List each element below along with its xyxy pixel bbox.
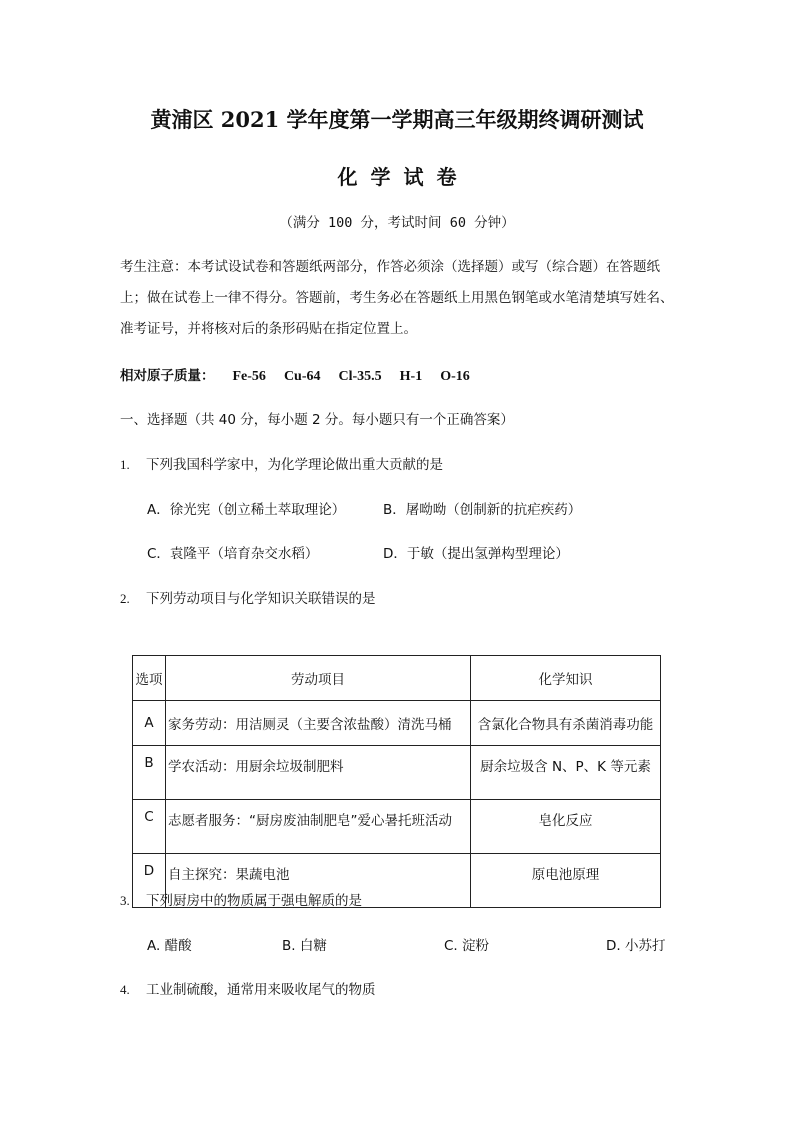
question-2 (120, 587, 376, 607)
table-cell-option: D (133, 854, 166, 908)
question-3-stem: 下列厨房中的物质属于强电解质的是 (146, 893, 362, 909)
question-1-number: 1. (120, 457, 130, 472)
table-cell-knowledge: 厨余垃圾含 N、P、K 等元素 (471, 746, 661, 800)
table-cell-knowledge: 含氯化合物具有杀菌消毒功能 (471, 701, 661, 746)
question-2-number: 2. (120, 591, 130, 606)
notice-line-1: 考生注意：本考试设试卷和答题纸两部分，作答必须涂（选择题）或写（综合题）在答题纸 (120, 259, 660, 275)
question-3 (120, 889, 362, 909)
table-row (133, 800, 661, 854)
table-cell-knowledge: 原电池原理 (471, 854, 661, 908)
notice-line-3: 准考证号，并将核对后的条形码贴在指定位置上。 (120, 321, 417, 337)
q1-option-c: C．袁隆平（培育杂交水稻） (147, 546, 319, 562)
question-4-number: 4. (120, 982, 130, 997)
q3-option-c: C. 淀粉 (444, 938, 490, 954)
table-cell-option: B (133, 746, 166, 800)
table-header-option: 选项 (133, 656, 166, 701)
question-4-stem: 工业制硫酸，通常用来吸收尾气的物质 (146, 982, 376, 998)
question-1-stem: 下列我国科学家中，为化学理论做出重大贡献的是 (146, 457, 443, 473)
question-4 (120, 978, 376, 998)
table-cell-activity: 学农活动：用厨余垃圾制肥料 (166, 746, 471, 800)
atomic-mass-cu: Cu-64 (283, 369, 321, 384)
q2-table (132, 655, 661, 908)
atomic-mass-o: O-16 (440, 369, 470, 384)
atomic-mass-fe: Fe-56 (232, 369, 266, 384)
exam-meta: （满分 100 分，考试时间 60 分钟） (279, 215, 515, 231)
table-cell-option: A (133, 701, 166, 746)
table-cell-knowledge: 皂化反应 (471, 800, 661, 854)
q3-option-b: B. 白糖 (282, 938, 327, 954)
table-header-row (133, 656, 661, 701)
question-2-stem: 下列劳动项目与化学知识关联错误的是 (146, 591, 376, 607)
table-cell-option: C (133, 800, 166, 854)
table-header-knowledge: 化学知识 (471, 656, 661, 701)
notice-line-2: 上；做在试卷上一律不得分。答题前，考生务必在答题纸上用黑色钢笔或水笔清楚填写姓名、 (120, 290, 674, 306)
exam-title: 黄浦区 2021 学年度第一学期高三年级期终调研测试 (150, 107, 644, 132)
exam-notice (120, 252, 680, 345)
table-cell-activity: 家务劳动：用洁厕灵（主要含浓盐酸）清洗马桶 (166, 701, 471, 746)
atomic-masses-label: 相对原子质量： (120, 368, 215, 384)
table-cell-activity: 志愿者服务：“厨房废油制肥皂”爱心暑托班活动 (166, 800, 471, 854)
table-row (133, 701, 661, 746)
q3-option-d: D. 小苏打 (606, 938, 666, 954)
atomic-mass-cl: Cl-35.5 (338, 369, 382, 384)
q1-option-a: A．徐光宪（创立稀土萃取理论） (147, 502, 346, 518)
table-cell-activity: 自主探究：果蔬电池 (166, 854, 471, 908)
question-3-number: 3. (120, 893, 130, 908)
q1-option-b: B．屠呦呦（创制新的抗疟疾药） (383, 502, 582, 518)
q1-option-d: D．于敏（提出氢弹构型理论） (383, 546, 569, 562)
q3-option-a: A. 醋酸 (147, 938, 192, 954)
table-header-activity: 劳动项目 (166, 656, 471, 701)
section-title: 一、选择题（共 40 分，每小题 2 分。每小题只有一个正确答案） (120, 412, 514, 428)
exam-subtitle: 化学试卷 (337, 165, 470, 189)
atomic-mass-h: H-1 (399, 369, 423, 384)
question-1 (120, 453, 443, 473)
table-row (133, 746, 661, 800)
atomic-masses (120, 364, 470, 385)
